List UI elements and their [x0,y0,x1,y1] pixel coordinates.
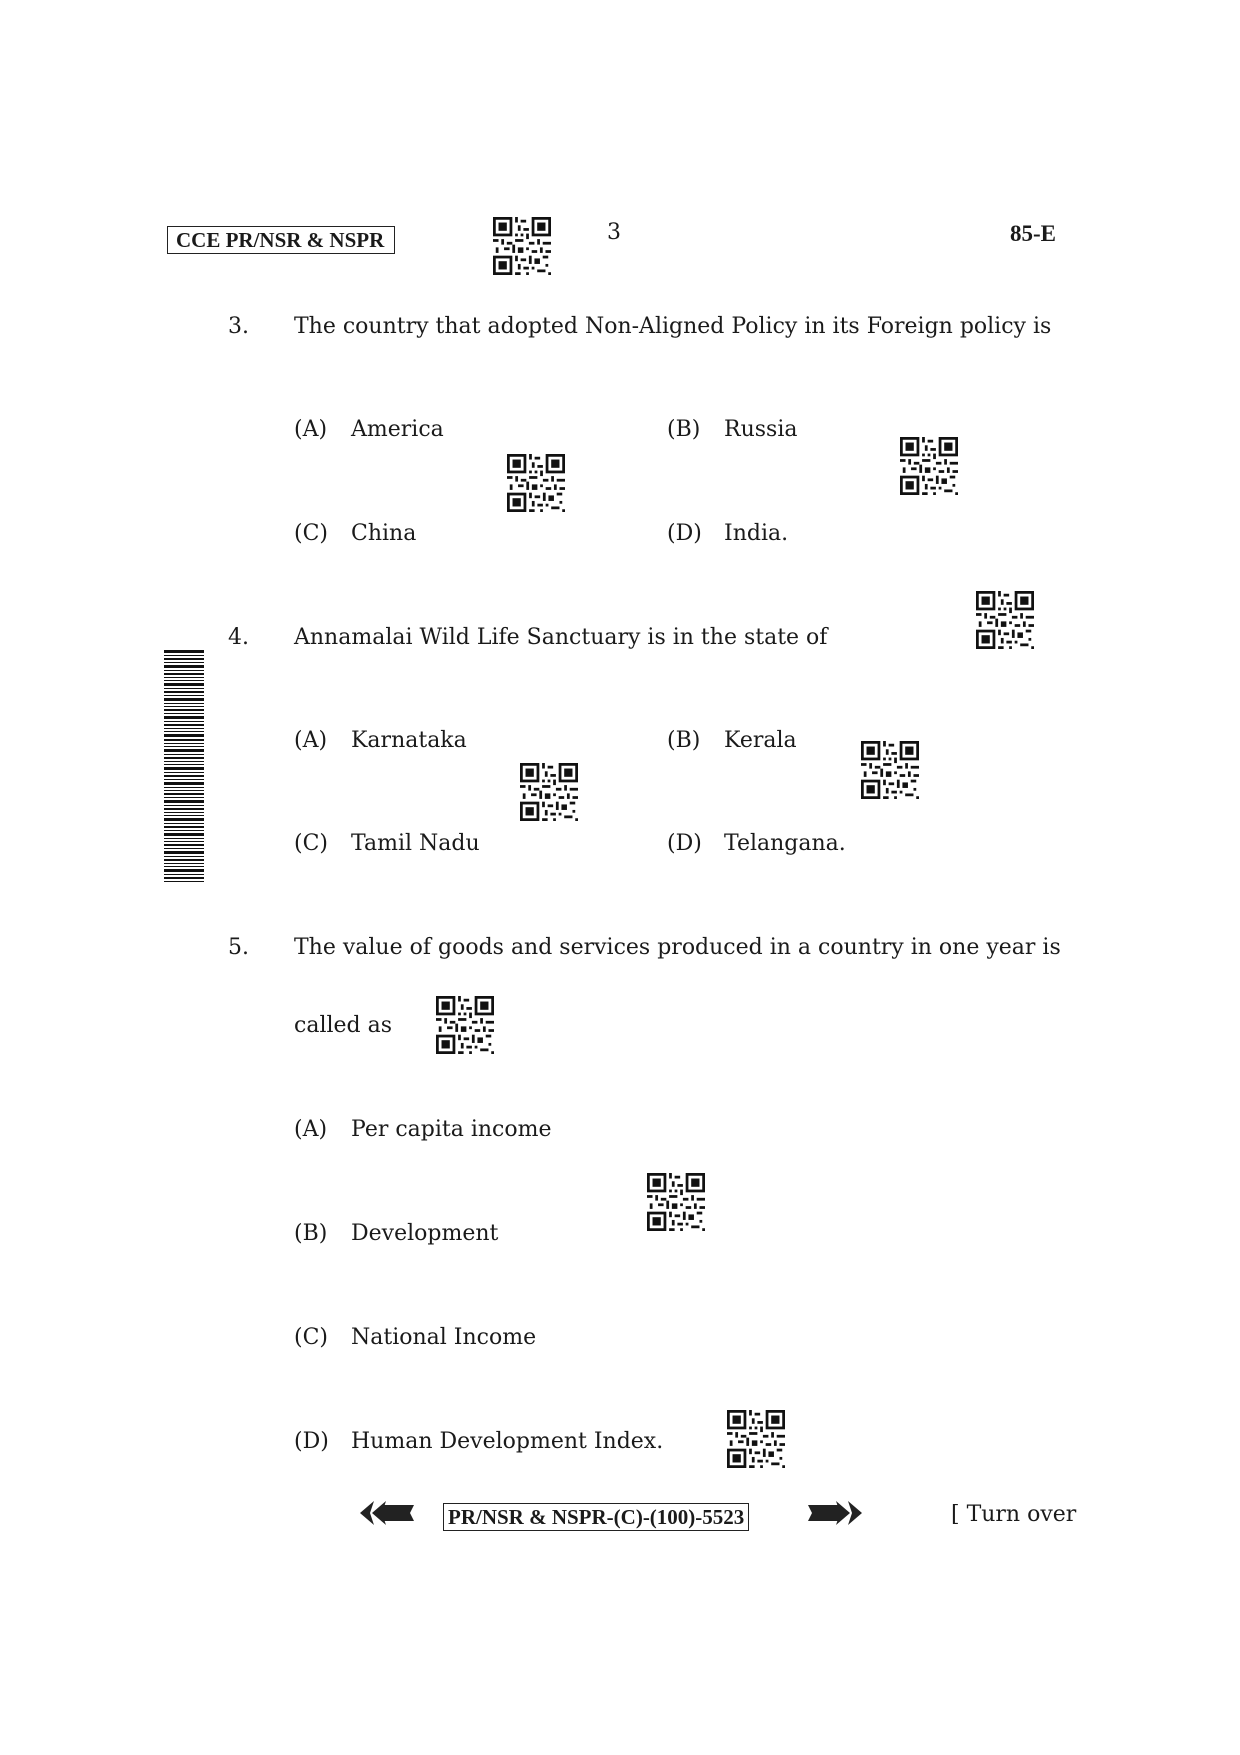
option-text: China [351,521,417,546]
option-letter: (C) [294,1325,328,1350]
option-text: India. [724,521,789,546]
option-text: Telangana. [724,831,846,856]
barcode-icon [164,650,204,882]
option-letter: (B) [294,1221,328,1246]
question-number: 4. [228,625,249,650]
question-text-line2: called as [294,1013,393,1038]
option-text: Per capita income [351,1117,552,1142]
option-text: Russia [724,417,798,442]
option-text: Development [351,1221,499,1246]
option-text: America [351,417,444,442]
page-number: 3 [607,220,621,245]
option-letter: (C) [294,521,328,546]
question-number: 5. [228,935,249,960]
option-letter: (A) [294,728,328,753]
option-text: Tamil Nadu [351,831,480,856]
option-letter: (C) [294,831,328,856]
qr-code-icon [900,437,958,495]
turn-over-text: [ Turn over [951,1502,1077,1527]
option-text: Kerala [724,728,797,753]
qr-code-icon [976,591,1034,649]
option-letter: (B) [667,728,701,753]
qr-code-icon [507,454,565,512]
question-text-line1: The value of goods and services produced in a country in one year is [294,935,1061,960]
double-arrow-right-icon [806,1497,862,1529]
option-text: National Income [351,1325,537,1350]
option-letter: (B) [667,417,701,442]
qr-code-icon [861,741,919,799]
option-letter: (A) [294,417,328,442]
paper-code: 85-E [1010,221,1056,246]
question-number: 3. [228,314,249,339]
option-letter: (D) [667,521,702,546]
qr-code-icon [647,1173,705,1231]
footer-code-box: PR/NSR & NSPR-(C)-(100)-5523 [443,1503,749,1531]
option-text: Karnataka [351,728,467,753]
qr-code-icon [520,763,578,821]
qr-code-icon [727,1410,785,1468]
qr-code-icon [493,217,551,275]
question-text: Annamalai Wild Life Sanctuary is in the state of [294,625,828,650]
option-letter: (D) [294,1429,329,1454]
qr-code-icon [436,996,494,1054]
exam-code-box: CCE PR/NSR & NSPR [167,226,395,254]
double-arrow-left-icon [360,1497,416,1529]
question-text: The country that adopted Non-Aligned Policy in its Foreign policy is [294,314,1052,339]
option-letter: (D) [667,831,702,856]
option-letter: (A) [294,1117,328,1142]
option-text: Human Development Index. [351,1429,664,1454]
